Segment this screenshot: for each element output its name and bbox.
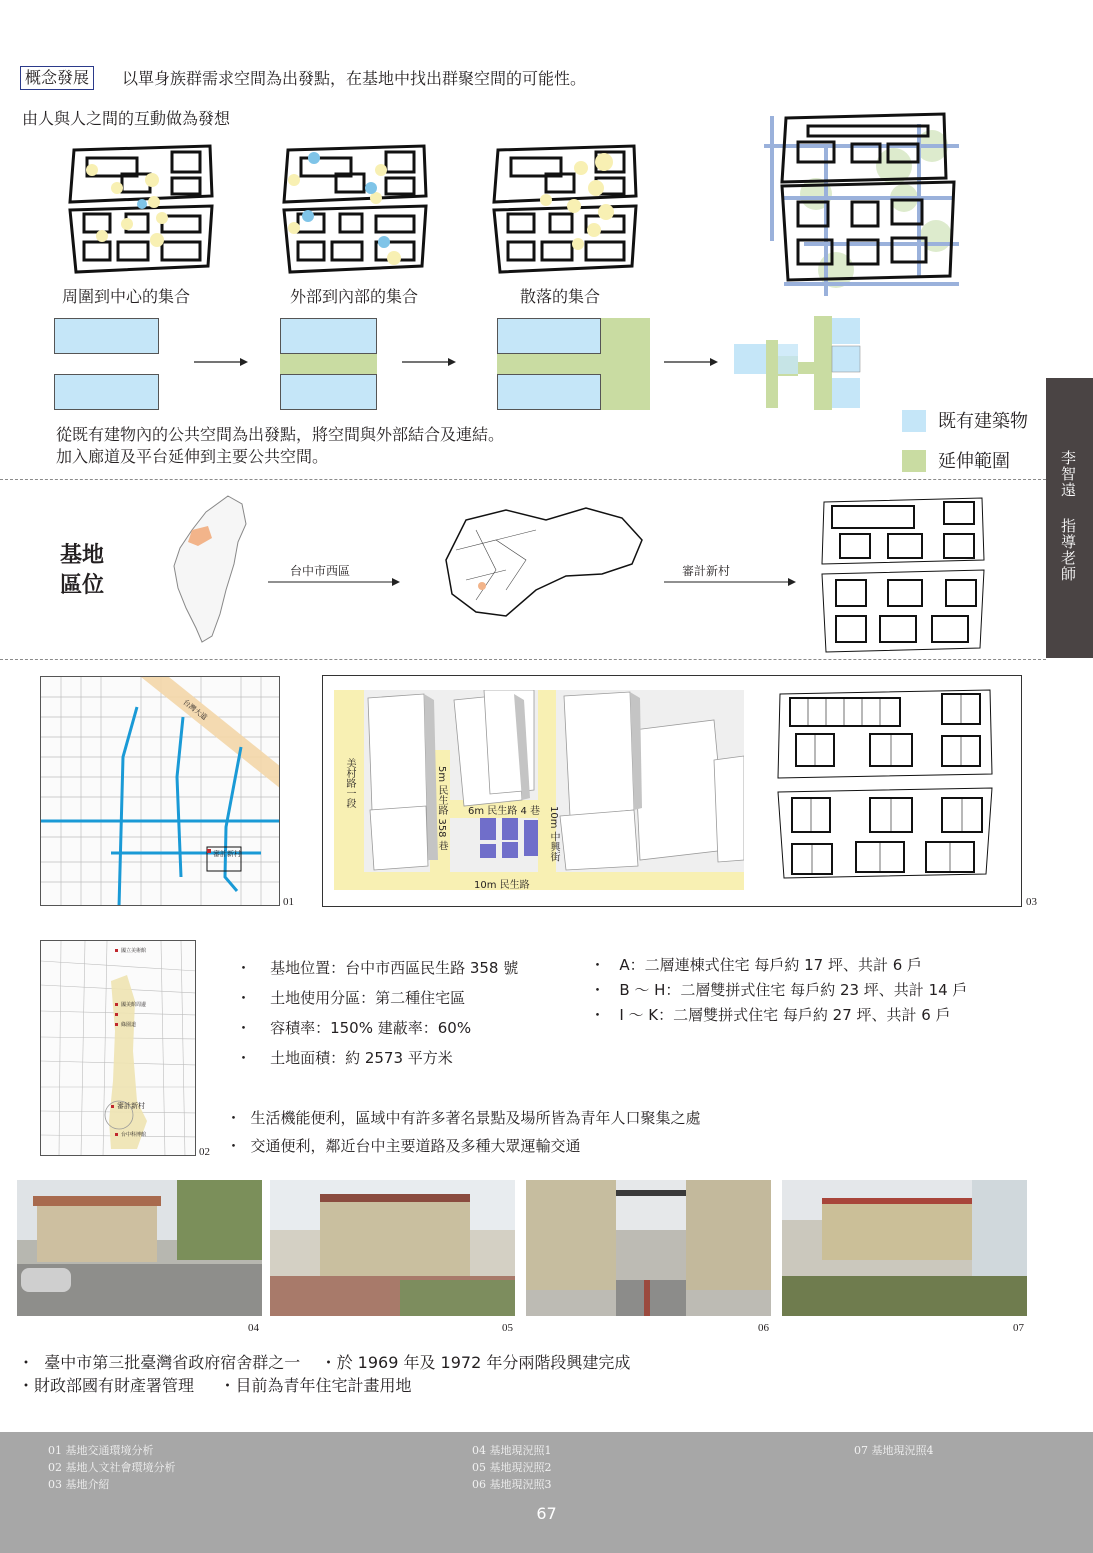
site-info-item: ・ 容積率：150% 建蔽率：60% [236,1019,472,1037]
block-existing-2a [280,318,377,354]
site-arrow-2-icon [664,576,800,588]
photo-no-06: 06 [758,1322,769,1334]
block-combined [734,316,864,410]
diagram-scattered [486,140,646,280]
site-photo-07 [782,1180,1027,1316]
site-info-item: ・ 土地使用分區：第二種住宅區 [236,989,466,1007]
site-info-item: ・ 基地位置：台中市西區民生路 358 號 [236,959,519,977]
advisor-role: 指導老師 [1059,518,1077,582]
advantage-item: ・ 生活機能便利，區域中有許多著名景點及場所皆為青年人口聚集之處 [226,1109,701,1127]
advisor-name: 李智遠 [1059,450,1077,498]
figure-no-01: 01 [283,896,294,908]
map-02-label-4: 台中科博館 [121,1132,147,1138]
diagram-corridor-extension [764,106,964,298]
block-existing-3b [497,374,601,410]
concept-subtitle: 由人與人之間的互動做為發想 [22,109,231,128]
legend-swatch-existing [902,410,926,432]
map-01-transport [40,676,280,906]
footer-captions-col2: 04 基地現況照1 05 基地現況照2 06 基地現況照3 [472,1444,552,1491]
unit-info-list [590,953,967,1028]
map-02-label-1: 國美館周邊 [121,1002,147,1008]
history-line-2: ・財政部國有財產署管理 ・目前為青年住宅計畫用地 [18,1376,412,1395]
taichung-map [436,500,652,624]
advantage-item: ・ 交通便利，鄰近台中主要道路及多種大眾運輸交通 [226,1137,581,1155]
arrow-label-village: 審計新村 [682,564,731,578]
figure-no-03: 03 [1026,896,1037,908]
photo-no-05: 05 [502,1322,513,1334]
site-photo-04 [17,1180,262,1316]
map-02-label-2: 綠園道 [121,1022,137,1028]
photo-no-04: 04 [248,1322,259,1334]
taiwan-map [168,490,252,650]
model-3d-view [334,690,744,890]
concept-desc-1: 從既有建物內的公共空間為出發點，將空間與外部結合及連結。 [56,425,505,444]
arrow-3-icon [664,356,720,368]
footer [0,1432,1093,1553]
arrow-2-icon [402,356,458,368]
road-label-lane-358: 5m 民生路 358 巷 [436,766,447,851]
legend-label-extension: 延伸範圍 [938,451,1010,472]
diagram-label-3: 散落的集合 [520,287,601,306]
road-label-minsheng: 10m 民生路 [474,880,530,890]
concept-intro: 以單身族群需求空間為出發點，在基地中找出群聚空間的可能性。 [122,69,587,88]
divider-2 [0,659,1046,660]
road-label-zhongxing: 10m 中興街 [548,806,559,862]
road-label-meicun: 美村路一段 [344,758,355,808]
concept-title: 概念發展 [20,66,94,90]
legend-label-existing: 既有建築物 [938,411,1028,432]
site-title-2: 區位 [60,572,105,598]
block-existing-1a [54,318,159,354]
history-line-1: ・ 臺中市第三批臺灣省政府宿舍群之一 ・於 1969 年及 1972 年分兩階段興建完成 [18,1353,631,1372]
site-arrow-1-icon [268,576,404,588]
concept-desc-2: 加入廊道及平台延伸到主要公共空間。 [56,447,329,466]
map-02-label-3: 審計新村 [117,1102,145,1110]
legend-swatch-extension [902,450,926,472]
diagram-outer-to-inner [276,140,436,280]
map-01-village-label: 審計新村 [213,850,241,858]
block-existing-1b [54,374,159,410]
village-plan-small [818,494,990,656]
diagram-center-gathering [62,140,222,280]
arrow-label-taichung: 台中市西區 [290,564,351,578]
unit-info-item: ・ I ～ K：二層雙拼式住宅 每戶約 27 坪、共計 6 戶 [590,1006,951,1024]
block-existing-3a [497,318,601,354]
map-01-road-label: 台灣大道 [181,698,209,722]
site-photo-06 [526,1180,771,1316]
block-existing-2b [280,374,377,410]
figure-no-02: 02 [199,1146,210,1158]
photo-no-07: 07 [1013,1322,1024,1334]
unit-info-item: ・ B ～ H：二層雙拼式住宅 每戶約 23 坪、共計 14 戶 [590,981,968,999]
site-title-1: 基地 [60,542,105,568]
road-label-lane-4: 6m 民生路 4 巷 [468,806,541,817]
divider-1 [0,479,1046,480]
page-number: 67 [536,1504,557,1523]
map-02-culture [40,940,196,1156]
site-photo-05 [270,1180,515,1316]
arrow-1-icon [194,356,250,368]
site-info-list [236,953,518,1073]
advantages-list [226,1104,701,1160]
map-02-label-0: 國立美術館 [121,948,147,954]
village-plan-detailed [776,688,998,880]
footer-captions-col1: 01 基地交通環境分析 02 基地人文社會環境分析 03 基地介紹 [48,1444,176,1491]
unit-info-item: ・ A：二層連棟式住宅 每戶約 17 坪、共計 6 戶 [590,956,923,974]
diagram-label-1: 周圍到中心的集合 [62,287,191,306]
footer-captions-col3: 07 基地現況照4 [854,1444,934,1457]
sidebar-advisor [1046,378,1093,658]
diagram-label-2: 外部到內部的集合 [290,287,419,306]
site-info-item: ・ 土地面積：約 2573 平方米 [236,1049,453,1067]
